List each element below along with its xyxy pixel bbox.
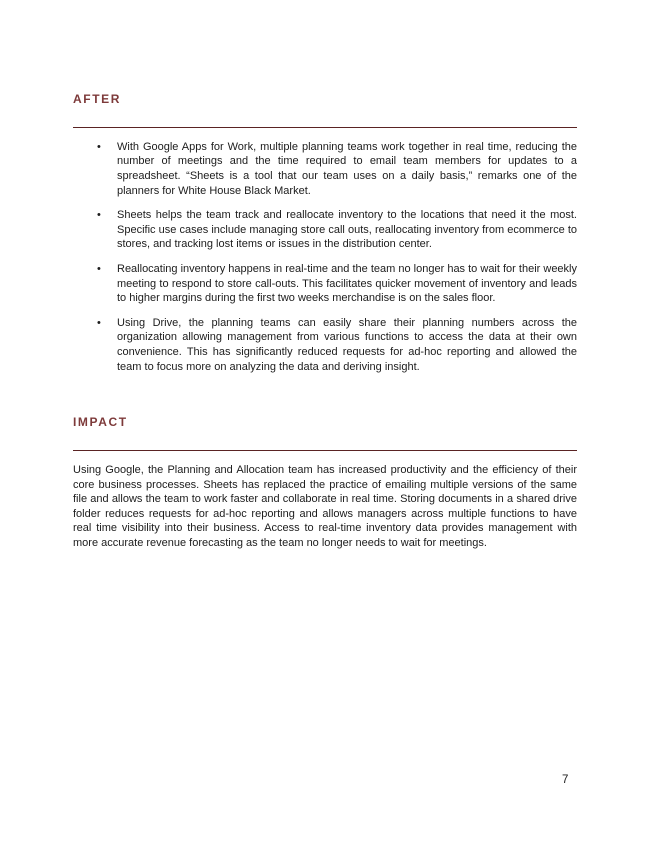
section-heading-after: AFTER: [73, 92, 121, 106]
section-heading-impact: IMPACT: [73, 415, 128, 430]
impact-paragraph: Using Google, the Planning and Allocation team has increased productivity and the efficiency of their core business processes. Sheets has replaced the practice of emailing multiple versions of the same file and allows the team to work faster and collaborate in real time. Storing documents in a shared drive folder reduces requests for ad-hoc reporting and allows managers across multiple functions to have real time visibility into their business. Access to real-time inventory data provides management with more accurate revenue forecasting as the team no longer needs to wait for meetings.: [73, 463, 577, 549]
section-impact: [73, 416, 577, 550]
after-divider: [73, 127, 577, 128]
after-bullet-list: [73, 140, 577, 374]
bullet-item: • Sheets helps the team track and reallocate inventory to the locations that need it the most. Specific use cases include managing store call outs, reallocating inventory from ecommerce to stores, and tracking lost items or issues in the distribution center.: [117, 208, 577, 252]
page-number: 7: [562, 774, 569, 786]
bullet-item: • With Google Apps for Work, multiple planning teams work together in real time, reducing the number of meetings and the time required to email team members for updates to a spreadsheet. “Sheets is a tool that our team uses on a daily basis,” remarks one of the planners for White House Black Market.: [117, 140, 577, 198]
section-after: [73, 93, 577, 374]
impact-divider: [73, 450, 577, 451]
bullet-item: • Reallocating inventory happens in real-time and the team no longer has to wait for their weekly meeting to respond to store call-outs. This facilitates quicker movement of inventory and leads to higher margins during the first two weeks merchandise is on the sales floor.: [117, 262, 577, 306]
bullet-item: • Using Drive, the planning teams can easily share their planning numbers across the organization allowing management from various functions to access the data at their own convenience. This has significantly reduced requests for ad-hoc reporting and allowed the team to focus more on analyzing the data and deriving insight.: [117, 316, 577, 374]
page-content: [73, 93, 577, 550]
